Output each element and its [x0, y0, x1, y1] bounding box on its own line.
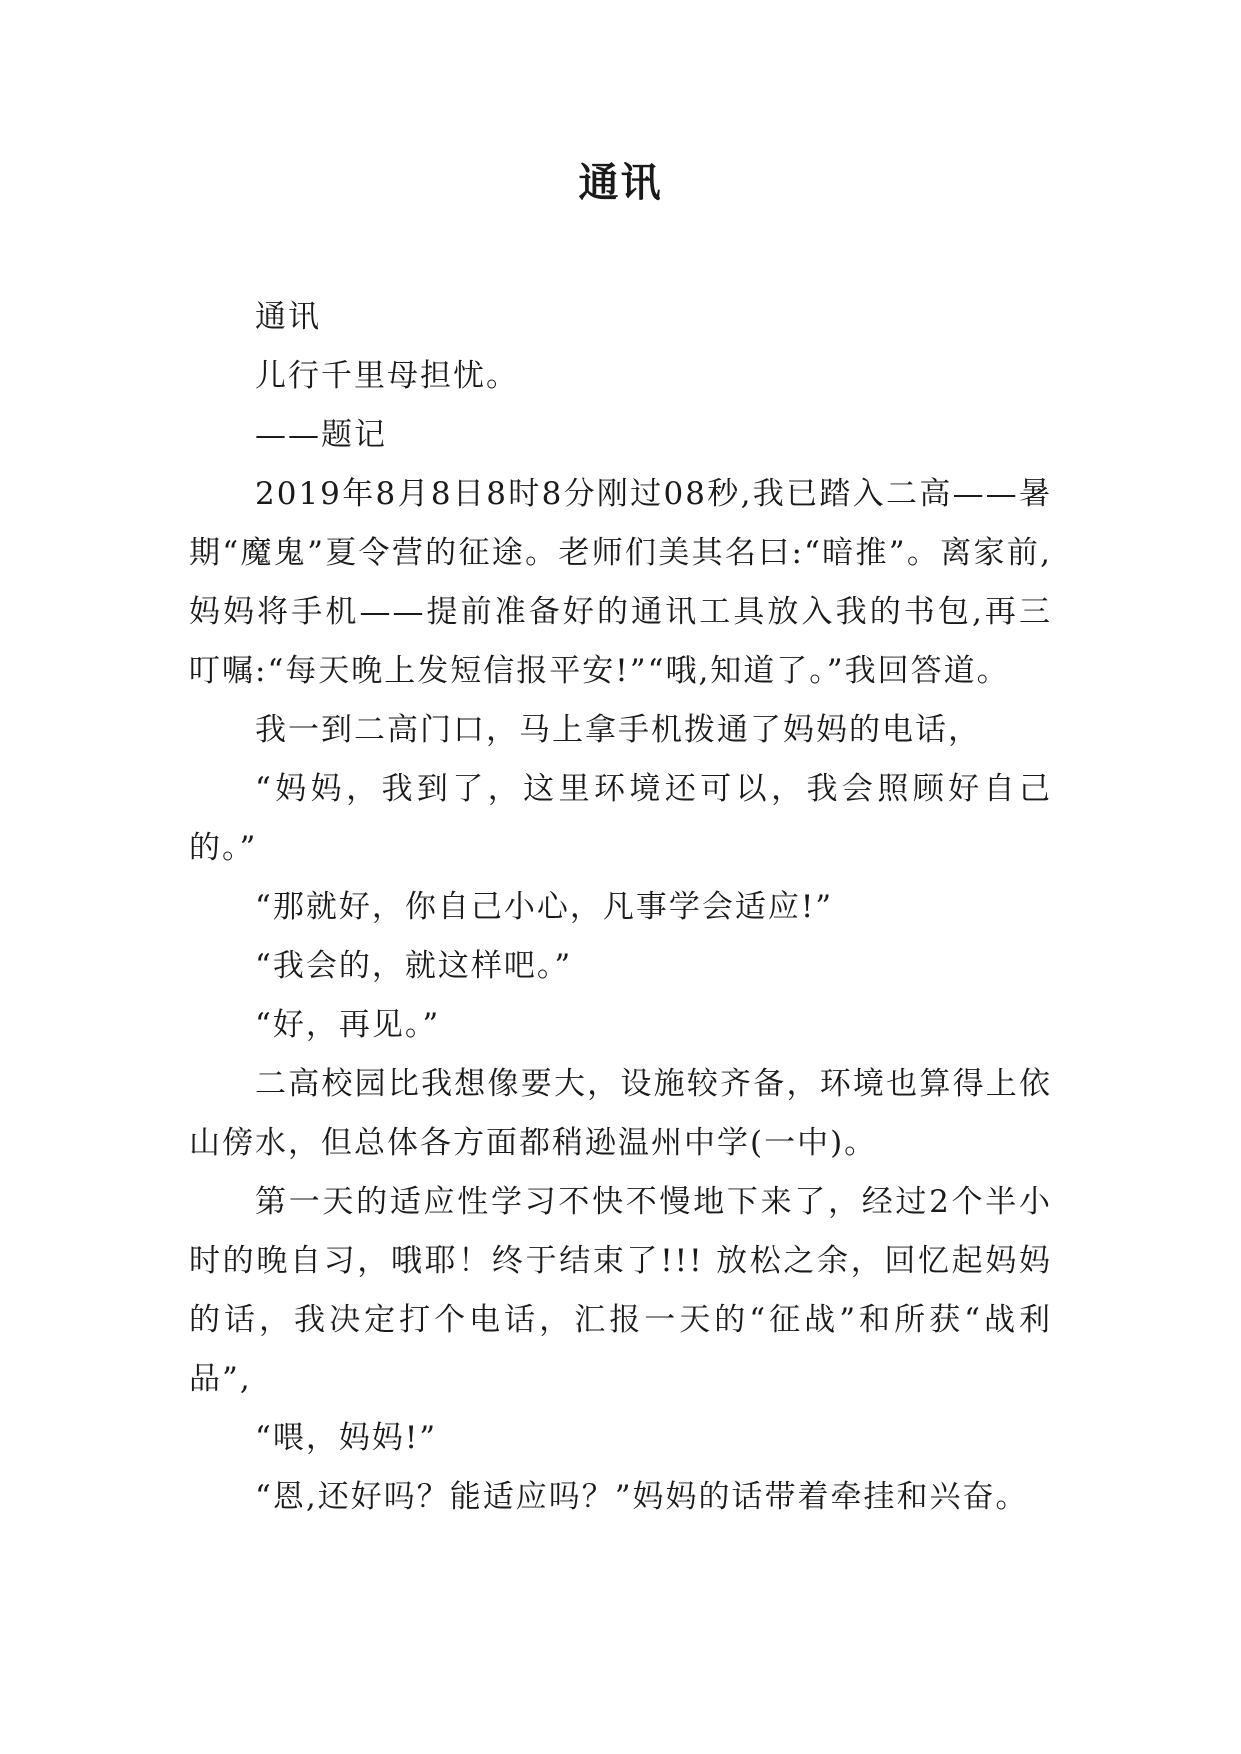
paragraph-dialogue: “妈妈，我到了，这里环境还可以，我会照顾好自己的。” — [189, 771, 1052, 866]
paragraph: 我一到二高门口，马上拿手机拨通了妈妈的电话， — [255, 712, 981, 748]
paragraph-epigraph: 儿行千里母担忧。 — [255, 358, 519, 394]
paragraph-dialogue: “喂，妈妈!” — [255, 1420, 438, 1456]
paragraph: 2019年8月8日8时8分刚过08秒,我已踏入二高——暑期“魔鬼”夏令营的征途。老师们美其名曰:“暗推”。离家前,妈妈将手机——提前准备好的通讯工具放入我的书包,再三叮嘱:“每天晚上发短信报平安!”“哦,知道了。”我回答道。 — [189, 476, 1052, 689]
document-body — [189, 288, 1052, 1527]
document-title: 通讯 — [578, 160, 663, 206]
paragraph: 二高校园比我想像要大，设施较齐备，环境也算得上依山傍水，但总体各方面都稍逊温州中学(一中)。 — [189, 1066, 1052, 1161]
paragraph: 第一天的适应性学习不快不慢地下来了，经过2个半小时的晚自习，哦耶！终于结束了!!! 放松之余，回忆起妈妈的话，我决定打个电话，汇报一天的“征战”和所获“战利品”, — [189, 1184, 1052, 1397]
paragraph-epigraph-attribution: ——题记 — [255, 417, 387, 453]
paragraph-dialogue: “好，再见。” — [255, 1007, 441, 1043]
paragraph-dialogue: “那就好，你自己小心，凡事学会适应!” — [255, 889, 834, 925]
paragraph-heading: 通讯 — [255, 299, 321, 335]
paragraph-dialogue: “恩,还好吗？能适应吗？”妈妈的话带着牵挂和兴奋。 — [255, 1479, 1029, 1515]
paragraph-dialogue: “我会的，就这样吧。” — [255, 948, 573, 984]
